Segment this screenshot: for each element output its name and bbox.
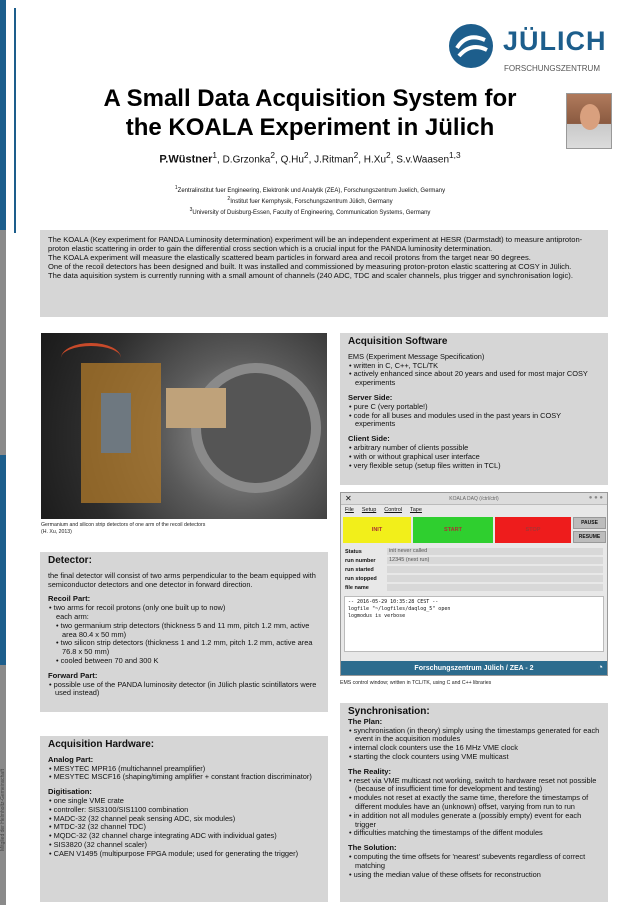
server-list [348,403,600,429]
juelich-logo [447,20,627,80]
window-controls-icon[interactable]: ● ● ● [588,495,603,501]
author-name: J.Ritman [314,154,354,166]
server-title: Server Side: [348,392,393,402]
menu-item[interactable]: Tape [409,507,422,513]
window-titlebar [341,493,607,505]
list-item: • MADC-32 (32 channel peak sensing ADC, six modules) [49,813,236,823]
stop-button[interactable]: STOP [495,517,571,543]
recoil-title: Recoil Part: [48,594,91,604]
detector-photo [41,333,327,519]
list-item: • CAEN V1495 (multipurpose FPGA module; used for generating the trigger) [49,848,299,858]
intro-p2: The KOALA experiment will measure the elastically scattered beam particles in forward area and recoil protons from the target near 90 degrees. [48,253,531,262]
log-line: -- 2016-05-29 10:35:28 CEST -- [348,599,439,605]
title-line-1: A Small Data Acquisition System for [103,85,517,112]
control-buttons [341,517,607,545]
pause-button[interactable]: PAUSE [573,517,606,529]
list-item: • synchronisation (in theory) simply using the timestamps generated for each event in the acquisition modules [349,725,600,744]
reality-list [348,777,600,839]
list-item: • controller: SIS3100/SIS1100 combination [49,804,189,814]
list-item: • actively enhanced since about 20 years and used for most major COSY experiments [349,369,588,388]
resume-button[interactable]: RESUME [573,531,606,543]
left-bar-blue [0,0,6,230]
author-affiliation-index: 1 [212,150,218,160]
list-item: • modules not reset at exactly the same time, therefore the timestamps of different modules have an (unknown) offset, varying from run to run [349,793,589,811]
start-button[interactable]: START [413,517,493,543]
sync-box [340,703,608,902]
list-item: • reset via VME multicast not working, switch to hardware reset not possible (because of insufficient time for development and testing) [349,775,597,794]
list-item: • MESYTEC MPR16 (multichannel preamplifier) [49,763,206,773]
plan-list [348,727,600,762]
status-label: run stopped [345,575,377,582]
status-row [345,547,603,556]
software-title: Acquisition Software [348,336,448,347]
affiliations [40,184,580,217]
list-item: • two germanium strip detectors (thickness 5 and 11 mm, pitch 1.2 mm, active area 80.4 x 50 mm) [56,620,310,639]
author-name: Q.Hu [280,154,304,166]
solution-list [348,853,600,879]
left-bar-grey [0,230,6,455]
list-item: • in addition not all modules generate a (possibly empty) event for each trigger [349,810,582,829]
intro-p3: One of the recoil detectors has been designed and built. It was installed and commissioned by measuring proton-proton elastic scattering at COSY in Jülich. [48,262,572,271]
author-affiliation-index: 2 [270,150,276,160]
hardware-title: Acquisition Hardware: [48,739,155,750]
author-affiliation-index: 2 [303,150,309,160]
forward-title: Forward Part: [48,670,98,680]
status-row [345,583,603,592]
status-row [345,574,603,583]
footer-logo-icon: ◔ [597,662,603,672]
list-item: • cooled between 70 and 300 K [56,655,159,665]
list-item: • code for all buses and modules used in the past years in COSY experiments [349,410,561,429]
author-affiliation-index: 1,3 [449,150,461,160]
client-list [348,444,600,470]
photo-caption-line-2: (H. Xu, 2013) [41,528,72,535]
left-thin-line [14,8,16,233]
detector-box [40,552,328,712]
list-item: • pure C (very portable!) [349,401,428,411]
log-line: logmodus is verbose [348,613,406,619]
menu-item[interactable]: File [345,507,354,513]
status-value: 12345 (next run) [387,557,603,564]
status-value [387,584,603,591]
digital-title: Digitisation: [48,787,92,797]
author-name: D.Grzonka [222,154,271,166]
list-item: • with or without graphical user interface [349,451,480,461]
forward-list [48,681,320,699]
ems-caption: EMS control window; written in TCL/TK, using C and C++ libraries [340,680,492,686]
logo-subtitle: FORSCHUNGSZENTRUM [504,64,600,73]
init-button[interactable]: INIT [343,517,411,543]
title-line-2: the KOALA Experiment in Jülich [125,114,495,141]
affiliation-line: $^2$Institut fuer Kernphysik, Forschungszentrum Jülich, Germany [227,196,393,205]
list-item: each arm: [56,611,89,621]
window-title: KOALA DAQ (/ctrl/ctrl) [449,496,499,502]
status-label: run started [345,566,374,573]
list-item: • SIS3820 (32 channel scaler) [49,839,147,849]
list-item: • difficulties matching the timestamps of the diffent modules [349,828,543,838]
solution-title: The Solution: [348,843,397,853]
list-item: • internal clock counters use the 16 MHz VME clock [349,743,518,753]
ems-list [348,362,600,388]
author-affiliation-index: 2 [353,150,359,160]
intro-box [40,230,608,317]
affiliation-line: $^1$Zentralinstitut fuer Engineering, Elektronik und Analytik (ZEA), Forschungszentrum Juelich, Germany [174,185,446,194]
author-name: S.v.Waasen [396,154,450,166]
left-bar-blue-lower [0,455,6,665]
window-footer [341,661,607,675]
list-item: • starting the clock counters using VME multicast [349,751,509,761]
list-item: • computing the time offsets for 'nearest' subevents regardless of correct matching [349,851,586,870]
status-label: Status [345,548,362,555]
photo-caption [41,522,327,535]
menu-item[interactable]: Control [384,507,402,513]
close-x-icon[interactable]: ✕ [345,494,352,503]
status-label: file name [345,584,369,591]
log-text-area[interactable] [344,596,604,652]
analog-title: Analog Part: [48,754,94,764]
intro-p1: The KOALA (Key experiment for PANDA Luminosity determination) experiment will be an independent experiment at HESR (Darmstadt) to measure antiproton-proton elastic scattering in order to gain the differential cross section which is a crucial input for the PANDA luminosity determination. [48,235,583,253]
detector-title: Detector: [48,555,92,566]
authors: P.Wüstner$^1$, D.Grzonka$^2$, Q.Hu$^2$, J.Ritman$^2$, H.Xu$^2$, S.v.Waasen$^{1,3}$ [159,150,461,166]
list-item: • using the median value of these offsets for reconstruction [349,869,541,879]
logo-name: JÜLICH [503,26,607,56]
list-item: • very flexible setup (setup files written in TCL) [349,460,501,470]
status-row [345,556,603,565]
detector-intro: the final detector will consist of two arms perpendicular to the beam equipped with semiconductor detectors and one detector in forward direction. [48,570,316,589]
reality-title: The Reality: [348,766,392,776]
software-box [340,333,608,485]
status-value [387,566,603,573]
author-affiliation-index: 2 [386,150,391,160]
list-item: • MQDC-32 (32 channel charge integrating ADC with individual gates) [49,831,277,841]
list-item: • MTDC-32 (32 channel TDC) [49,822,146,832]
list-item: • two arms for recoil protons (only one built up to now) [49,603,226,613]
list-item: • written in C, C++, TCL/TK [349,360,439,370]
client-title: Client Side: [348,434,390,444]
list-item: • MESYTEC MSCF16 (shaping/timing amplifier + constant fraction discriminator) [49,772,312,782]
status-row [345,565,603,574]
photo-caption-line-1: Germanium and silicon strip detectors of one arm of the recoil detectors [41,522,206,528]
ems-control-window [340,492,608,676]
sync-title: Synchronisation: [348,706,430,717]
hardware-box [40,736,328,902]
window-footer-text: Forschungszentrum Jülich / ZEA - 2 [414,664,534,672]
list-item: • two silicon strip detectors (thickness 1 and 1.2 mm, pitch 1.2 mm, active area 76.8 x 50 mm) [56,638,313,657]
status-value: init never called [387,548,603,555]
author-name: P.Wüstner [159,153,213,166]
list-item: • arbitrary number of clients possible [349,442,469,452]
ems-title: EMS (Experiment Message Specification) [348,351,485,361]
status-label: run number [345,557,376,564]
log-line: logfile "~/logfiles/daqlog_5" open [348,606,451,612]
affiliation-line: $^3$University of Duisburg-Essen, Faculty of Engineering, Communication Systems, Germany [189,207,431,216]
digital-list [48,797,320,859]
plan-title: The Plan: [348,716,383,726]
recoil-list [48,604,320,666]
poster-title [40,84,580,142]
intro-p4: The data aquisition system is currently running with a small amount of channels (240 ADC, TDC and scaler channels, plus trigger and synchronisation logic). [48,271,573,280]
status-value [387,575,603,582]
menu-bar [341,505,607,515]
menu-item[interactable]: Setup [361,507,377,513]
list-item: • one single VME crate [49,795,124,805]
side-text: Mitglied der Helmholtz-Gemeinschaft [0,769,6,851]
status-panel [341,545,607,594]
list-item: • possible use of the PANDA luminosity detector (in Jülich plastic scintillators were used instead) [49,679,317,698]
juelich-logo-icon [447,22,495,70]
author-name: H.Xu [363,154,387,166]
analog-list [48,765,320,783]
